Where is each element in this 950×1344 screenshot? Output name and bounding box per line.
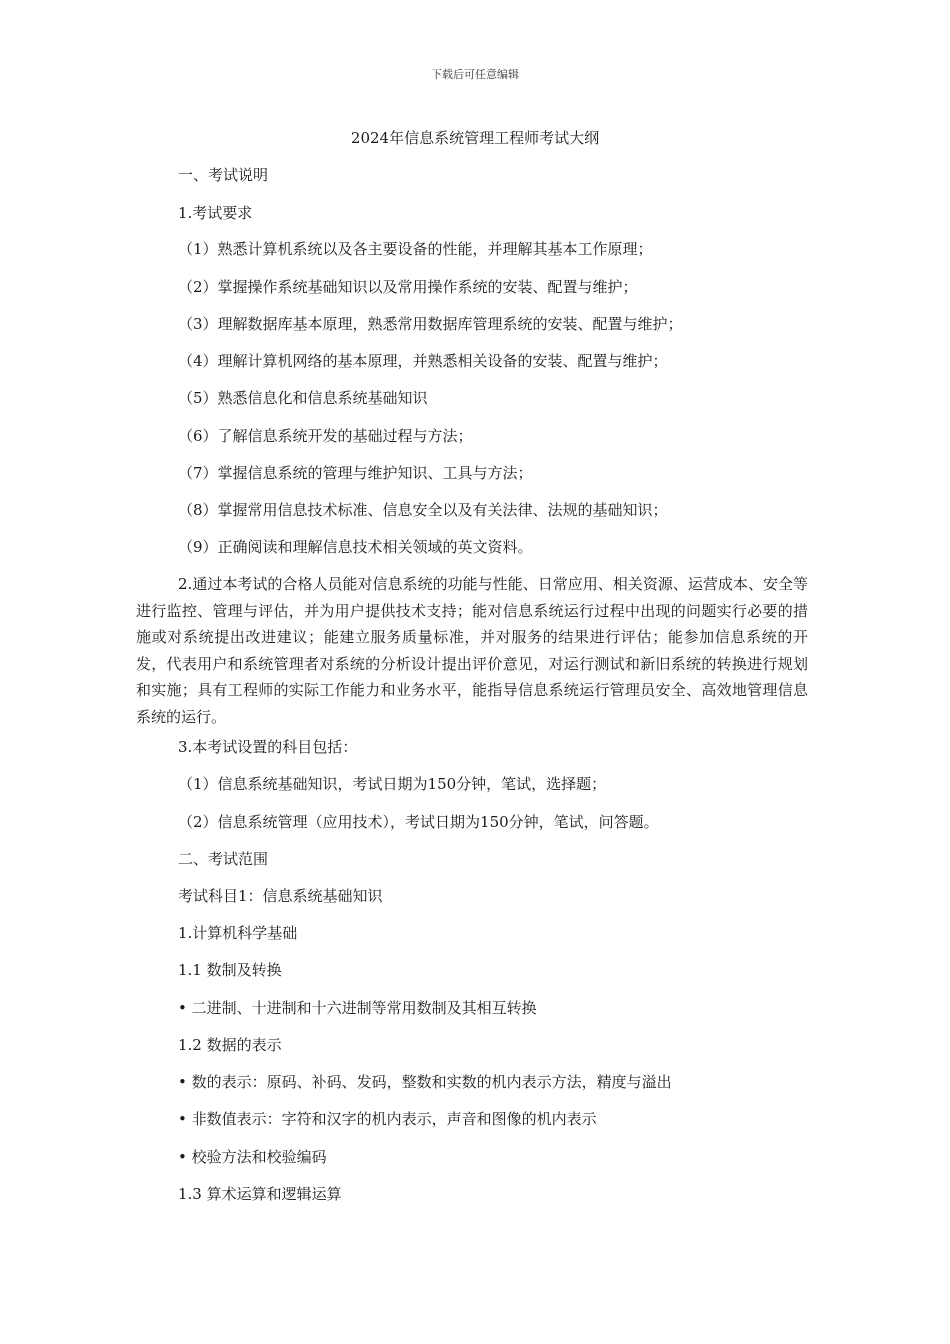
- subtopic-heading: 1.1 数制及转换: [178, 961, 282, 979]
- topic-heading: 1.计算机科学基础: [178, 924, 298, 942]
- requirement-item: （5）熟悉信息化和信息系统基础知识: [178, 389, 428, 407]
- subheading-subjects: 3.本考试设置的科目包括：: [178, 738, 358, 756]
- subject-item: （2）信息系统管理（应用技术），考试日期为150分钟，笔试，问答题。: [178, 813, 659, 831]
- bullet-item: • 非数值表示：字符和汉字的机内表示，声音和图像的机内表示: [178, 1110, 597, 1128]
- section-heading-exam-scope: 二、考试范围: [178, 850, 269, 868]
- requirement-item: （9）正确阅读和理解信息技术相关领域的英文资料。: [178, 538, 533, 556]
- requirement-item: （3）理解数据库基本原理，熟悉常用数据库管理系统的安装、配置与维护；: [178, 315, 683, 333]
- header-note: 下载后可任意编辑: [431, 68, 519, 81]
- subtopic-heading: 1.3 算术运算和逻辑运算: [178, 1185, 342, 1203]
- document-title: 2024年信息系统管理工程师考试大纲: [350, 129, 600, 147]
- subheading-exam-requirements: 1.考试要求: [178, 204, 253, 222]
- section-heading-exam-description: 一、考试说明: [178, 166, 269, 184]
- paragraph-qualified-personnel: 2.通过本考试的合格人员能对信息系统的功能与性能、日常应用、相关资源、运营成本、安全等进行监控、管理与评估，并为用户提供技术支持；能对信息系统运行过程中出现的问题实行必要的措施或对系统提出改进建议；能建立服务质量标准，并对服务的结果进行评估；能参加信息系统的开发，代表用户和系统管理者对系统的分析设计提出评价意见，对运行测试和新旧系统的转换进行规划和实施；具有工程师的实际工作能力和业务水平，能指导信息系统运行管理员安全、高效地管理信息系统的运行。: [136, 575, 808, 726]
- requirement-item: （4）理解计算机网络的基本原理，并熟悉相关设备的安装、配置与维护；: [178, 352, 668, 370]
- requirement-item: （2）掌握操作系统基础知识以及常用操作系统的安装、配置与维护；: [178, 278, 638, 296]
- bullet-item: • 二进制、十进制和十六进制等常用数制及其相互转换: [178, 999, 537, 1017]
- requirement-item: （6）了解信息系统开发的基础过程与方法；: [178, 427, 473, 445]
- subject-heading: 考试科目1：信息系统基础知识: [178, 887, 383, 905]
- subtopic-heading: 1.2 数据的表示: [178, 1036, 282, 1054]
- requirement-item: （1）熟悉计算机系统以及各主要设备的性能，并理解其基本工作原理；: [178, 240, 653, 258]
- requirement-item: （7）掌握信息系统的管理与维护知识、工具与方法；: [178, 464, 533, 482]
- subject-item: （1）信息系统基础知识，考试日期为150分钟，笔试，选择题；: [178, 775, 607, 793]
- bullet-item: • 校验方法和校验编码: [178, 1148, 327, 1166]
- requirement-item: （8）掌握常用信息技术标准、信息安全以及有关法律、法规的基础知识；: [178, 501, 668, 519]
- bullet-item: • 数的表示：原码、补码、发码，整数和实数的机内表示方法，精度与溢出: [178, 1073, 672, 1091]
